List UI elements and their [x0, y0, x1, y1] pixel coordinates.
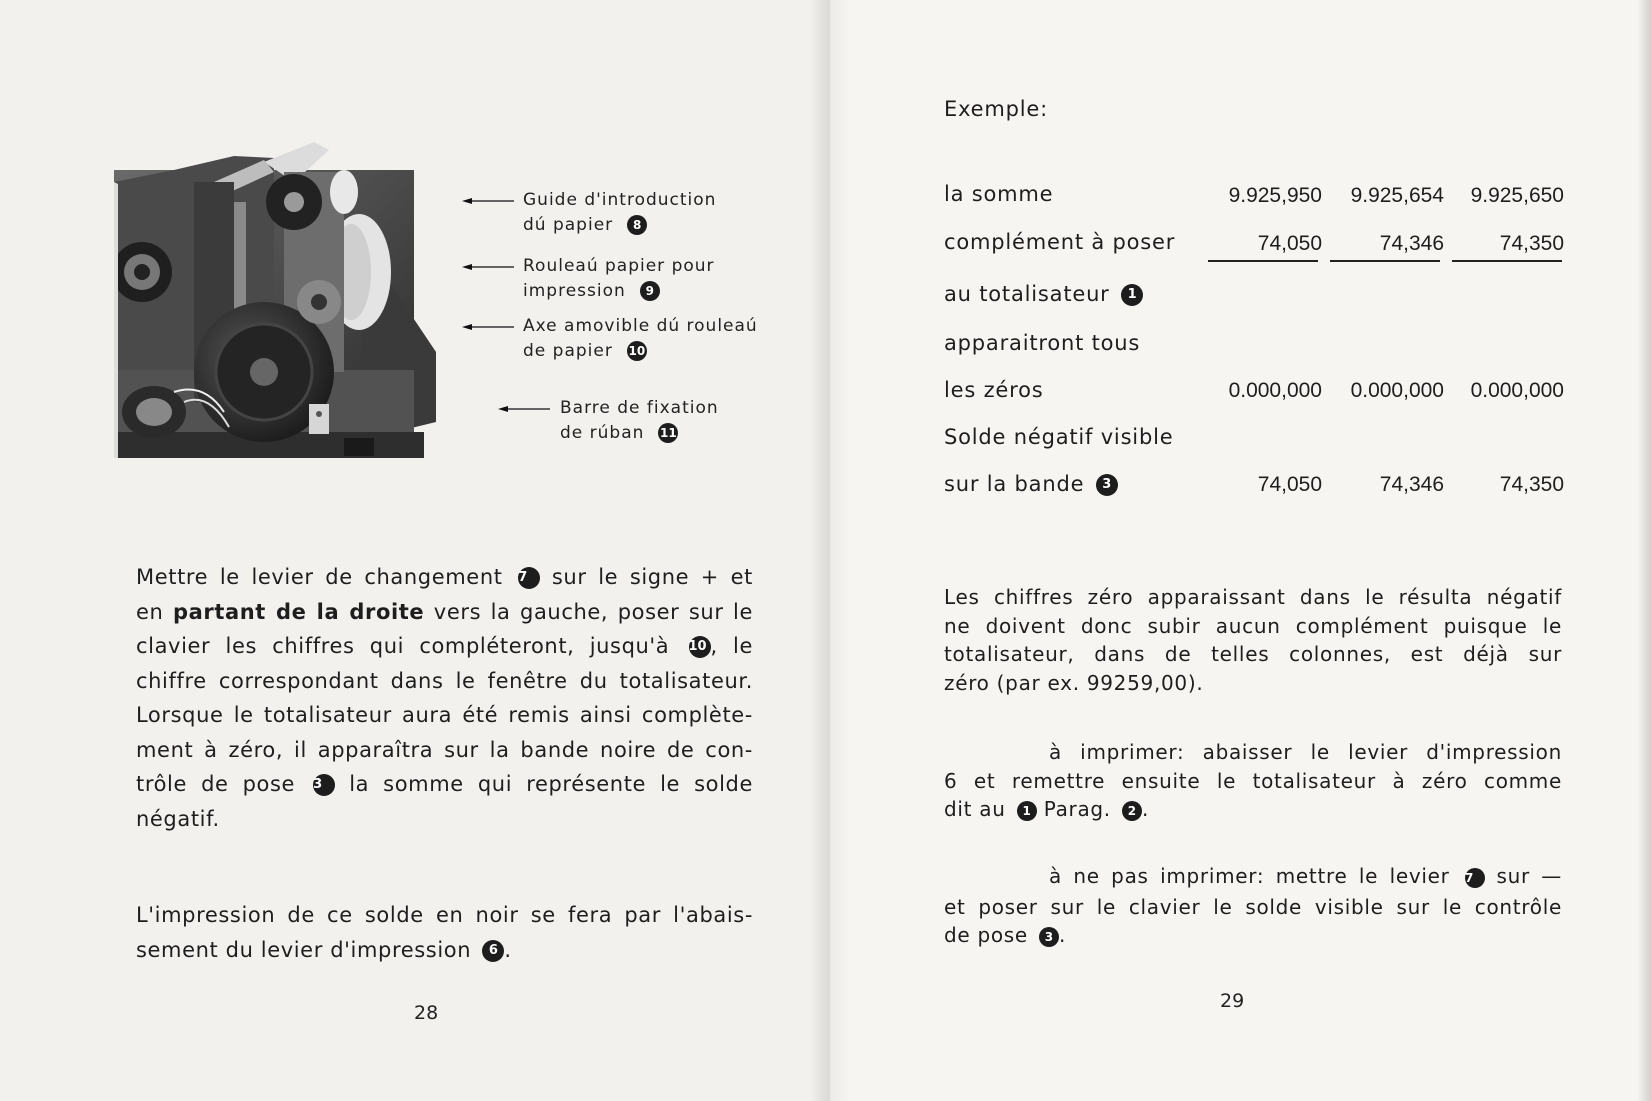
- reference-number-badge: 3: [1039, 927, 1059, 947]
- text-fragment: , le: [710, 634, 753, 658]
- reference-number-badge: 8: [627, 215, 647, 235]
- no-print-instruction-paragraph: [944, 862, 1562, 950]
- reference-number-badge: 10: [627, 341, 647, 361]
- text-fragment: à ne pas imprimer: mettre le levier: [1049, 864, 1450, 888]
- callout-label: Barre de fixation: [560, 398, 719, 418]
- reference-number-badge: 2: [1122, 801, 1142, 821]
- value-cell: 9.925,654: [1350, 184, 1444, 207]
- page-right: [830, 0, 1651, 1101]
- text-line: Lorsque le totalisateur aura été remis ainsi complète-: [136, 703, 753, 727]
- callout-ribbon-bar: [498, 396, 758, 448]
- reference-number-badge: 6: [482, 940, 504, 962]
- underline-rule: [1330, 260, 1440, 262]
- value-cell: 74,050: [1257, 473, 1322, 496]
- reference-number-badge: 1: [1121, 284, 1143, 306]
- text-fragment: .: [1141, 797, 1149, 821]
- reference-number-badge: 10: [689, 636, 711, 658]
- text-fragment: sement du levier d'impression: [136, 937, 472, 962]
- text-fragment: Mettre le levier de changement: [136, 565, 503, 589]
- text-line: négatif.: [136, 806, 220, 831]
- text-line: L'impression de ce solde en noir se fera par l'abais-: [136, 903, 753, 927]
- callout-label: impression: [523, 281, 626, 301]
- text-line: zéro (par ex. 99259,00).: [944, 670, 1204, 695]
- text-fragment: .: [504, 937, 512, 962]
- callout-label: de papier: [523, 341, 613, 361]
- value-cell: 0.000,000: [1228, 379, 1322, 402]
- callout-label: dú papier: [523, 215, 614, 235]
- value-cell: 9.925,650: [1470, 184, 1564, 207]
- callout-label: de rúban: [560, 423, 645, 443]
- machine-photo: [114, 142, 436, 458]
- text-line: totalisateur, dans de telles colonnes, est déjà sur: [944, 642, 1562, 666]
- callout-label: Axe amovible dú rouleaú: [523, 316, 758, 336]
- arrow-left-icon: [462, 264, 514, 270]
- row-label: sur la bande: [944, 472, 1085, 496]
- reference-number-badge: 7: [518, 567, 540, 589]
- callout-roll-axle: [462, 314, 762, 366]
- text-line: et poser sur le clavier le solde visible sur le contrôle: [944, 894, 1562, 919]
- text-fragment: Parag.: [1043, 797, 1111, 821]
- page-number: 29: [1220, 990, 1245, 1012]
- page-gutter: [810, 0, 850, 1101]
- text-fragment: .: [1058, 923, 1067, 947]
- text-line: à imprimer: abaisser le levier d'impression: [1049, 740, 1562, 764]
- print-instruction-paragraph: [944, 738, 1562, 824]
- value-cell: 74,050: [1257, 232, 1322, 255]
- arrow-left-icon: [462, 324, 514, 330]
- value-cell: 0.000,000: [1470, 379, 1564, 402]
- page-edge-shadow: [1637, 0, 1651, 1101]
- value-cell: 74,346: [1379, 232, 1444, 255]
- example-title: Exemple:: [944, 97, 1048, 121]
- text-line: ment à zéro, il apparaîtra sur la bande noire de con-: [136, 737, 753, 762]
- printing-paragraph: [136, 898, 753, 967]
- text-fragment: dit au: [944, 797, 1006, 821]
- reference-number-badge: 7: [1465, 868, 1485, 888]
- row-label: apparaitront tous: [944, 331, 1141, 355]
- row-label: Solde négatif visible: [944, 425, 1174, 449]
- underline-rule: [1452, 260, 1562, 262]
- reference-number-badge: 11: [658, 423, 678, 443]
- reference-number-badge: 3: [1096, 474, 1118, 496]
- text-line: chiffre correspondant dans le fenêtre du totalisateur.: [136, 668, 753, 693]
- text-line: 6 et remettre ensuite le totalisateur à zéro comme: [944, 768, 1562, 793]
- text-fragment: sur le signe + et: [551, 565, 754, 589]
- callout-paper-guide: [462, 188, 722, 240]
- value-cell: 74,350: [1499, 232, 1564, 255]
- text-fragment: vers la gauche, poser sur le: [433, 599, 754, 624]
- instruction-paragraph: [136, 560, 753, 836]
- value-cell: 0.000,000: [1350, 379, 1444, 402]
- text-line: Les chiffres zéro apparaissant dans le résulta négatif: [944, 585, 1562, 609]
- callout-label: Guide d'introduction: [523, 190, 717, 210]
- text-fragment: trôle de pose: [136, 772, 296, 796]
- callout-label: Rouleaú papier pour: [523, 256, 715, 276]
- reference-number-badge: 9: [640, 281, 660, 301]
- bold-text: partant de la droite: [172, 599, 425, 624]
- page-number: 28: [414, 1002, 439, 1024]
- arrow-left-icon: [462, 198, 514, 204]
- text-line: ne doivent donc subir aucun complément puisque le: [944, 613, 1562, 638]
- text-fragment: la somme qui représente le solde: [349, 772, 754, 796]
- text-fragment: de pose: [944, 923, 1028, 947]
- arrow-left-icon: [498, 406, 550, 412]
- value-cell: 74,346: [1379, 473, 1444, 496]
- row-label: complément à poser: [944, 230, 1176, 254]
- reference-number-badge: 3: [313, 774, 335, 796]
- text-fragment: clavier les chiffres qui compléteront, jusqu'à: [136, 634, 670, 658]
- text-fragment: sur —: [1496, 864, 1562, 888]
- value-cell: 74,350: [1499, 473, 1564, 496]
- reference-number-badge: 1: [1017, 801, 1037, 821]
- underline-rule: [1208, 260, 1318, 262]
- row-label: les zéros: [944, 378, 1044, 402]
- text-fragment: en: [136, 599, 164, 624]
- row-label: au totalisateur: [944, 282, 1110, 306]
- callout-paper-roll: [462, 254, 722, 306]
- row-label: la somme: [944, 182, 1054, 206]
- value-cell: 9.925,950: [1228, 184, 1322, 207]
- zeros-paragraph: [944, 583, 1562, 697]
